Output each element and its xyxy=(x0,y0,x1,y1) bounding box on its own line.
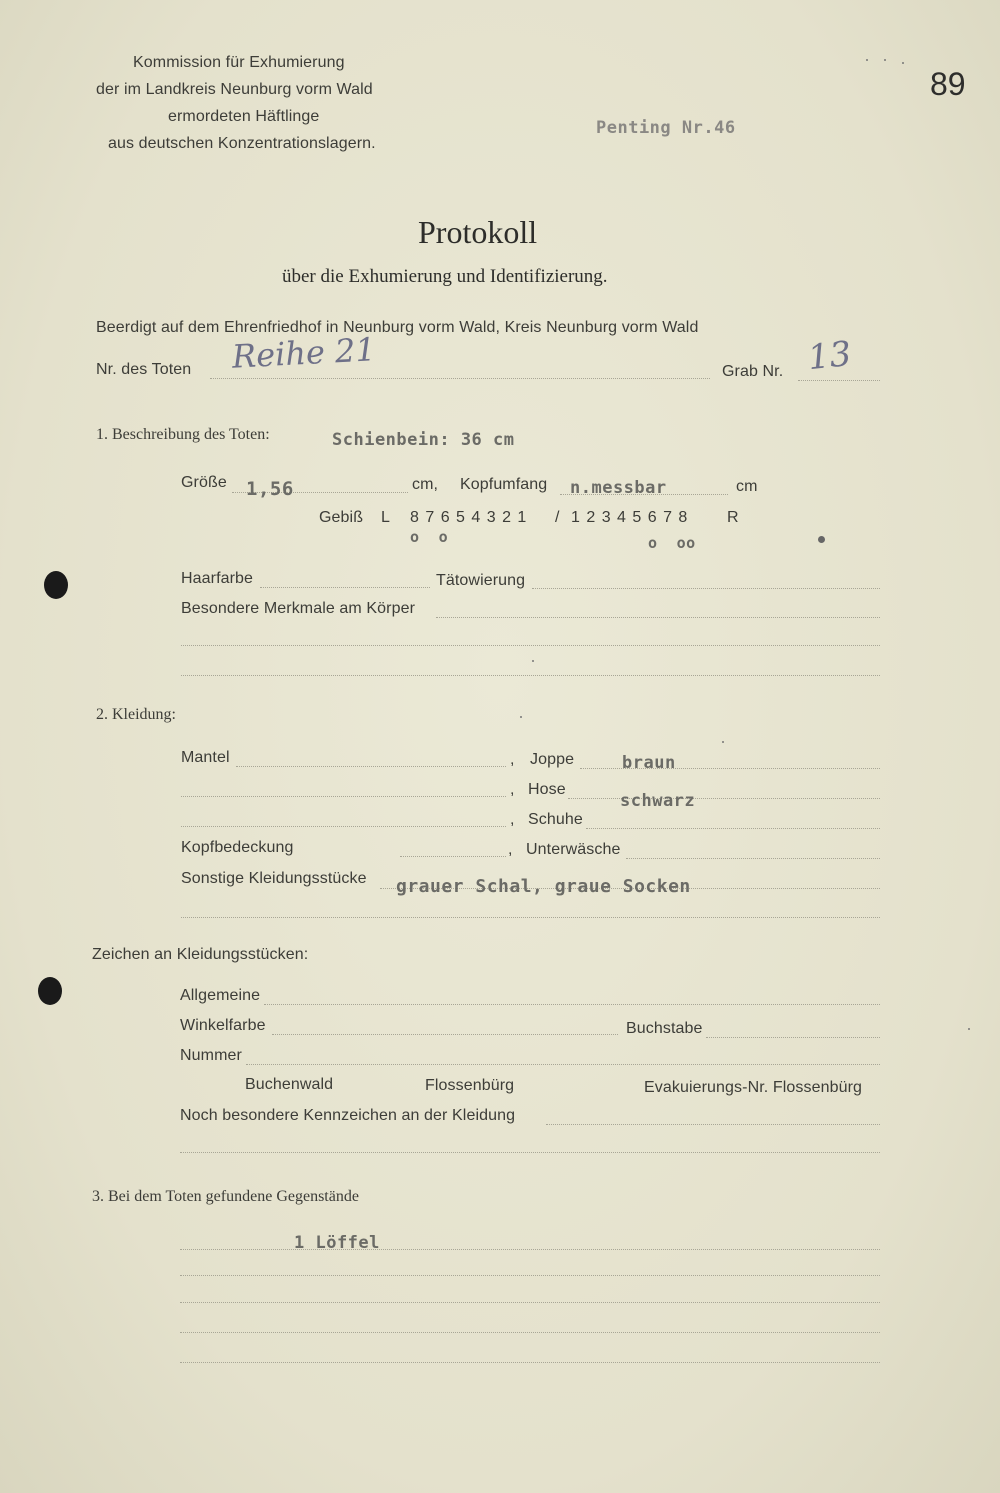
head-circ-value: n.messbar xyxy=(570,478,667,498)
jacket-value: braun xyxy=(622,753,676,773)
paper-speck xyxy=(532,660,534,662)
items-line-2 xyxy=(180,1275,880,1276)
coat-extra-line xyxy=(181,796,506,797)
paper-speck xyxy=(902,62,904,64)
teeth-right-numbers: 1 2 3 4 5 6 7 8 xyxy=(571,509,689,526)
paper-speck xyxy=(722,741,724,743)
hair-label: Haarfarbe xyxy=(181,570,254,587)
coat-extra-line-2 xyxy=(181,826,506,827)
found-item-1: 1 Löffel xyxy=(294,1233,380,1253)
head-circ-label: Kopfumfang xyxy=(460,476,548,493)
section2-heading: 2. Kleidung: xyxy=(96,706,176,723)
underwear-comma: , xyxy=(508,841,513,858)
underwear-label: Unterwäsche xyxy=(526,841,621,858)
punch-hole-top xyxy=(44,571,68,599)
tattoo-label: Tätowierung xyxy=(436,572,526,589)
special-marks-line-1 xyxy=(436,617,880,618)
paper-speck xyxy=(520,716,522,718)
special-marks-label: Besondere Merkmale am Körper xyxy=(181,600,416,617)
cm-2: cm xyxy=(736,478,758,495)
dead-number-handwritten: Reihe 21 xyxy=(231,330,377,376)
section3-heading: 3. Bei dem Toten gefundene Gegenstände xyxy=(92,1188,359,1205)
teeth-marks-left: o o xyxy=(410,528,449,546)
other-marks-label: Noch besondere Kennzeichen an der Kleidung xyxy=(180,1107,516,1124)
teeth-left-numbers: 8 7 6 5 4 3 2 1 xyxy=(410,509,528,526)
items-line-1 xyxy=(180,1249,880,1250)
shoes-label: Schuhe xyxy=(528,811,583,828)
other-marks-line-2 xyxy=(180,1152,880,1153)
number-line xyxy=(246,1064,880,1065)
trousers-label: Hose xyxy=(528,781,566,798)
flossenbuerg-label: Flossenbürg xyxy=(425,1077,515,1094)
jacket-label: Joppe xyxy=(530,751,575,768)
teeth-marks-right: o oo xyxy=(648,534,696,552)
page-title: Protokoll xyxy=(418,214,538,250)
other-clothing-line-2 xyxy=(181,917,880,918)
paper-speck xyxy=(884,59,886,61)
page-number: 89 xyxy=(930,66,966,102)
other-clothing-value: grauer Schal, graue Socken xyxy=(396,876,691,897)
headgear-line xyxy=(400,856,506,857)
burial-line: Beerdigt auf dem Ehrenfriedhof in Neunburg vorm Wald, Kreis Neunburg vorm Wald xyxy=(96,319,699,336)
hair-line xyxy=(260,587,430,588)
dead-number-label: Nr. des Toten xyxy=(96,361,192,378)
items-line-5 xyxy=(180,1362,880,1363)
triangle-color-line xyxy=(272,1034,618,1035)
marks-heading: Zeichen an Kleidungsstücken: xyxy=(92,946,309,963)
letter-label: Buchstabe xyxy=(626,1020,703,1037)
other-marks-line xyxy=(546,1124,880,1125)
shoes-line xyxy=(586,828,880,829)
grave-line xyxy=(798,380,880,381)
coat-label: Mantel xyxy=(181,749,230,766)
special-marks-line-2 xyxy=(181,645,880,646)
commission-line-2: der im Landkreis Neunburg vorm Wald xyxy=(96,81,373,98)
letter-line xyxy=(706,1037,880,1038)
triangle-color-label: Winkelfarbe xyxy=(180,1017,266,1034)
grave-handwritten: 13 xyxy=(806,333,854,379)
teeth-separator: / xyxy=(555,509,560,526)
teeth-label: Gebiß xyxy=(319,509,364,526)
shoes-comma: , xyxy=(510,811,515,828)
teeth-left-letter: L xyxy=(381,509,390,526)
headgear-label: Kopfbedeckung xyxy=(181,839,294,856)
section1-heading-value: Schienbein: 36 cm xyxy=(332,430,515,450)
trousers-comma: , xyxy=(510,781,515,798)
evacuation-label: Evakuierungs-Nr. Flossenbürg xyxy=(644,1079,863,1096)
grave-label: Grab Nr. xyxy=(722,363,784,380)
trousers-line xyxy=(568,798,880,799)
paper-speck xyxy=(866,59,868,61)
buchenwald-label: Buchenwald xyxy=(245,1076,334,1093)
commission-line-3: ermordeten Häftlinge xyxy=(168,108,320,125)
trousers-value: schwarz xyxy=(620,791,696,811)
dead-number-line xyxy=(210,378,710,379)
general-label: Allgemeine xyxy=(180,987,261,1004)
commission-line-4: aus deutschen Konzentrationslagern. xyxy=(108,135,376,152)
special-marks-line-3 xyxy=(181,675,880,676)
teeth-right-letter: R xyxy=(727,509,739,526)
page-subtitle: über die Exhumierung und Identifizierung. xyxy=(282,266,608,287)
section1-heading: 1. Beschreibung des Toten: xyxy=(96,426,270,443)
general-line xyxy=(264,1004,880,1005)
items-line-3 xyxy=(180,1302,880,1303)
size-value: 1,56 xyxy=(246,478,294,500)
size-label: Größe xyxy=(181,474,227,491)
paper-speck xyxy=(968,1028,970,1030)
underwear-line xyxy=(626,858,880,859)
other-clothing-label: Sonstige Kleidungsstücke xyxy=(181,870,367,887)
commission-line-1: Kommission für Exhumierung xyxy=(133,54,345,71)
tattoo-line xyxy=(532,588,880,589)
cm-1: cm, xyxy=(412,476,439,493)
number-label: Nummer xyxy=(180,1047,242,1064)
paper-speck xyxy=(818,536,825,543)
stamp-penting: Penting Nr.46 xyxy=(596,118,736,138)
jacket-comma: , xyxy=(510,751,515,768)
punch-hole-bottom xyxy=(38,977,62,1005)
coat-line xyxy=(236,766,506,767)
items-line-4 xyxy=(180,1332,880,1333)
